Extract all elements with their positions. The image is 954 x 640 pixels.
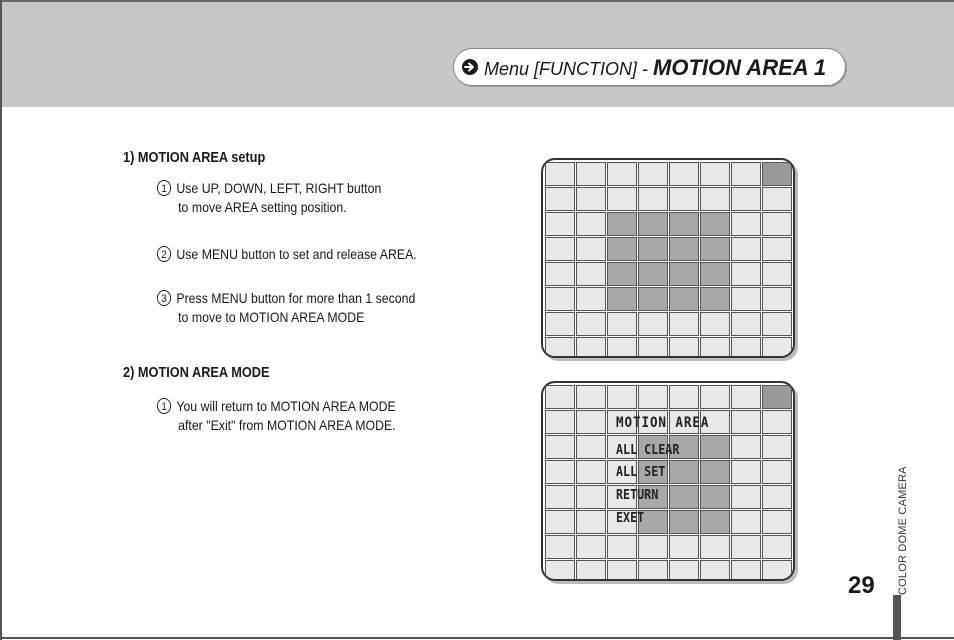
grid-cell bbox=[545, 410, 575, 434]
grid-cell bbox=[700, 237, 730, 261]
grid-cell bbox=[607, 312, 637, 336]
step-line: Press MENU button for more than 1 second bbox=[176, 290, 416, 306]
grid-cell bbox=[700, 187, 730, 211]
grid-cell bbox=[576, 212, 606, 236]
grid-cell bbox=[762, 262, 792, 286]
grid-cell bbox=[545, 460, 575, 484]
grid-cell bbox=[576, 237, 606, 261]
step-number: 2 bbox=[157, 246, 171, 262]
grid-cell bbox=[669, 237, 699, 261]
grid-cell bbox=[731, 510, 761, 534]
grid-cell bbox=[576, 287, 606, 311]
step-number: 3 bbox=[157, 290, 171, 306]
section-2-title: 2) MOTION AREA MODE bbox=[123, 365, 270, 381]
grid-cell bbox=[762, 435, 792, 459]
grid-cell bbox=[700, 560, 730, 581]
grid-cell bbox=[762, 510, 792, 534]
grid-cell bbox=[607, 287, 637, 311]
grid-cell bbox=[545, 535, 575, 559]
grid-row bbox=[545, 312, 793, 337]
grid-cell bbox=[731, 212, 761, 236]
grid-cell bbox=[545, 262, 575, 286]
grid-cell bbox=[545, 237, 575, 261]
grid-cell bbox=[576, 385, 606, 409]
grid-cell bbox=[607, 337, 637, 358]
grid-cell bbox=[700, 535, 730, 559]
grid-cell bbox=[576, 435, 606, 459]
grid-cell bbox=[731, 535, 761, 559]
grid-cell bbox=[638, 262, 668, 286]
menu-path-title: MOTION AREA 1 bbox=[653, 55, 827, 80]
grid-cell bbox=[607, 212, 637, 236]
grid-cell bbox=[731, 312, 761, 336]
step-1-1 bbox=[157, 179, 381, 217]
grid-cell bbox=[669, 510, 699, 534]
side-label bbox=[894, 465, 914, 595]
grid-cell bbox=[545, 312, 575, 336]
grid-cell bbox=[576, 485, 606, 509]
grid-row bbox=[545, 212, 793, 237]
grid-cell bbox=[731, 237, 761, 261]
side-label-text: COLOR DOME CAMERA bbox=[897, 466, 909, 595]
grid-cell bbox=[638, 237, 668, 261]
grid-cell bbox=[700, 262, 730, 286]
grid-row bbox=[545, 287, 793, 312]
grid-cell bbox=[700, 337, 730, 358]
grid-cell bbox=[638, 162, 668, 186]
osd-item-exit: EXET bbox=[616, 511, 645, 526]
grid-cell bbox=[700, 485, 730, 509]
grid-row bbox=[545, 187, 793, 212]
grid-cell bbox=[638, 337, 668, 358]
step-1-2 bbox=[157, 245, 417, 264]
grid-cell bbox=[762, 535, 792, 559]
grid-cell bbox=[700, 312, 730, 336]
grid-cell bbox=[545, 287, 575, 311]
grid-cell bbox=[576, 337, 606, 358]
grid-cell bbox=[762, 560, 792, 581]
grid-cell bbox=[731, 187, 761, 211]
grid-cell bbox=[669, 337, 699, 358]
grid-cell bbox=[545, 187, 575, 211]
grid-cell bbox=[545, 337, 575, 358]
motion-area-grid-screen bbox=[541, 158, 795, 358]
osd-item-return: RETURN bbox=[616, 488, 659, 503]
grid-cell bbox=[607, 262, 637, 286]
grid-cell bbox=[545, 560, 575, 581]
grid-row bbox=[545, 485, 793, 510]
grid-cell bbox=[576, 187, 606, 211]
grid-cell bbox=[762, 337, 792, 358]
step-line: to move AREA setting position. bbox=[178, 199, 347, 215]
grid-cell bbox=[638, 560, 668, 581]
grid-cell bbox=[545, 510, 575, 534]
grid-row bbox=[545, 262, 793, 287]
grid-cell bbox=[638, 385, 668, 409]
step-line: You will return to MOTION AREA MODE bbox=[176, 398, 396, 414]
grid-cell bbox=[731, 435, 761, 459]
grid-cell bbox=[700, 460, 730, 484]
grid-cell bbox=[762, 385, 792, 409]
grid-cell bbox=[731, 485, 761, 509]
grid-cell bbox=[700, 212, 730, 236]
grid-cell bbox=[669, 460, 699, 484]
menu-path-prefix: Menu [FUNCTION] - bbox=[484, 59, 654, 79]
grid-cell bbox=[638, 312, 668, 336]
grid-cell bbox=[762, 312, 792, 336]
menu-path-text bbox=[484, 55, 826, 81]
grid-cell bbox=[669, 560, 699, 581]
step-line: Use MENU button to set and release AREA. bbox=[176, 246, 417, 262]
grid-row bbox=[545, 510, 793, 535]
grid-cell bbox=[576, 510, 606, 534]
grid-cell bbox=[731, 410, 761, 434]
grid-cell bbox=[762, 485, 792, 509]
left-border bbox=[0, 0, 2, 640]
grid-cell bbox=[700, 435, 730, 459]
grid-cell bbox=[700, 385, 730, 409]
grid-cell bbox=[762, 237, 792, 261]
grid-row bbox=[545, 337, 793, 358]
grid-cell bbox=[576, 312, 606, 336]
section-1-title: 1) MOTION AREA setup bbox=[123, 150, 266, 166]
grid-cell bbox=[762, 162, 792, 186]
step-number: 1 bbox=[157, 398, 171, 414]
grid-cell bbox=[576, 262, 606, 286]
grid-cell bbox=[700, 510, 730, 534]
grid-cell bbox=[731, 385, 761, 409]
bottom-border bbox=[0, 637, 954, 639]
grid-cell bbox=[731, 287, 761, 311]
grid-cell bbox=[576, 560, 606, 581]
grid-cell bbox=[545, 212, 575, 236]
grid-cell bbox=[700, 287, 730, 311]
page-number: 29 bbox=[848, 572, 875, 599]
grid-cell bbox=[731, 262, 761, 286]
page-bar bbox=[893, 595, 901, 640]
grid-row bbox=[545, 460, 793, 485]
step-number: 1 bbox=[157, 180, 171, 196]
grid-row bbox=[545, 560, 793, 581]
grid-cell bbox=[669, 212, 699, 236]
grid-cell bbox=[669, 162, 699, 186]
osd-item-all-clear: ALL CLEAR bbox=[616, 443, 680, 458]
grid-cell bbox=[669, 535, 699, 559]
grid-cell bbox=[576, 535, 606, 559]
arrow-right-icon bbox=[462, 59, 478, 75]
grid-cell bbox=[669, 312, 699, 336]
grid-cell bbox=[700, 162, 730, 186]
step-1-3 bbox=[157, 289, 415, 327]
grid-cell bbox=[731, 337, 761, 358]
grid-cell bbox=[638, 287, 668, 311]
grid-cell bbox=[638, 212, 668, 236]
grid-cell bbox=[669, 187, 699, 211]
grid-cell bbox=[731, 162, 761, 186]
grid-cell bbox=[731, 460, 761, 484]
grid-row bbox=[545, 385, 793, 410]
step-2-1 bbox=[157, 397, 396, 435]
step-line: to move to MOTION AREA MODE bbox=[178, 309, 365, 325]
menu-path-badge bbox=[453, 48, 846, 86]
grid-cell bbox=[762, 410, 792, 434]
grid-cell bbox=[762, 287, 792, 311]
grid-cell bbox=[669, 385, 699, 409]
grid-cell bbox=[545, 385, 575, 409]
grid-cell bbox=[576, 410, 606, 434]
step-line: Use UP, DOWN, LEFT, RIGHT button bbox=[176, 180, 382, 196]
grid-cell bbox=[669, 485, 699, 509]
grid-cell bbox=[762, 460, 792, 484]
grid-cell bbox=[669, 262, 699, 286]
motion-area-grid bbox=[545, 162, 793, 358]
grid-row bbox=[545, 535, 793, 560]
grid-row bbox=[545, 162, 793, 187]
grid-cell bbox=[731, 560, 761, 581]
grid-cell bbox=[607, 385, 637, 409]
grid-cell bbox=[669, 287, 699, 311]
grid-cell bbox=[638, 187, 668, 211]
grid-cell bbox=[762, 212, 792, 236]
grid-row bbox=[545, 237, 793, 262]
step-line: after "Exit" from MOTION AREA MODE. bbox=[178, 417, 396, 433]
motion-area-mode-screen bbox=[541, 381, 795, 581]
grid-cell bbox=[545, 435, 575, 459]
grid-cell bbox=[607, 560, 637, 581]
grid-cell bbox=[576, 460, 606, 484]
grid-cell bbox=[607, 237, 637, 261]
grid-cell bbox=[607, 187, 637, 211]
grid-cell bbox=[762, 187, 792, 211]
osd-item-all-set: ALL SET bbox=[616, 465, 666, 480]
grid-cell bbox=[638, 535, 668, 559]
grid-cell bbox=[607, 162, 637, 186]
grid-cell bbox=[545, 485, 575, 509]
grid-cell bbox=[545, 162, 575, 186]
grid-cell bbox=[607, 535, 637, 559]
osd-menu-title: MOTION AREA bbox=[616, 415, 710, 431]
grid-cell bbox=[576, 162, 606, 186]
